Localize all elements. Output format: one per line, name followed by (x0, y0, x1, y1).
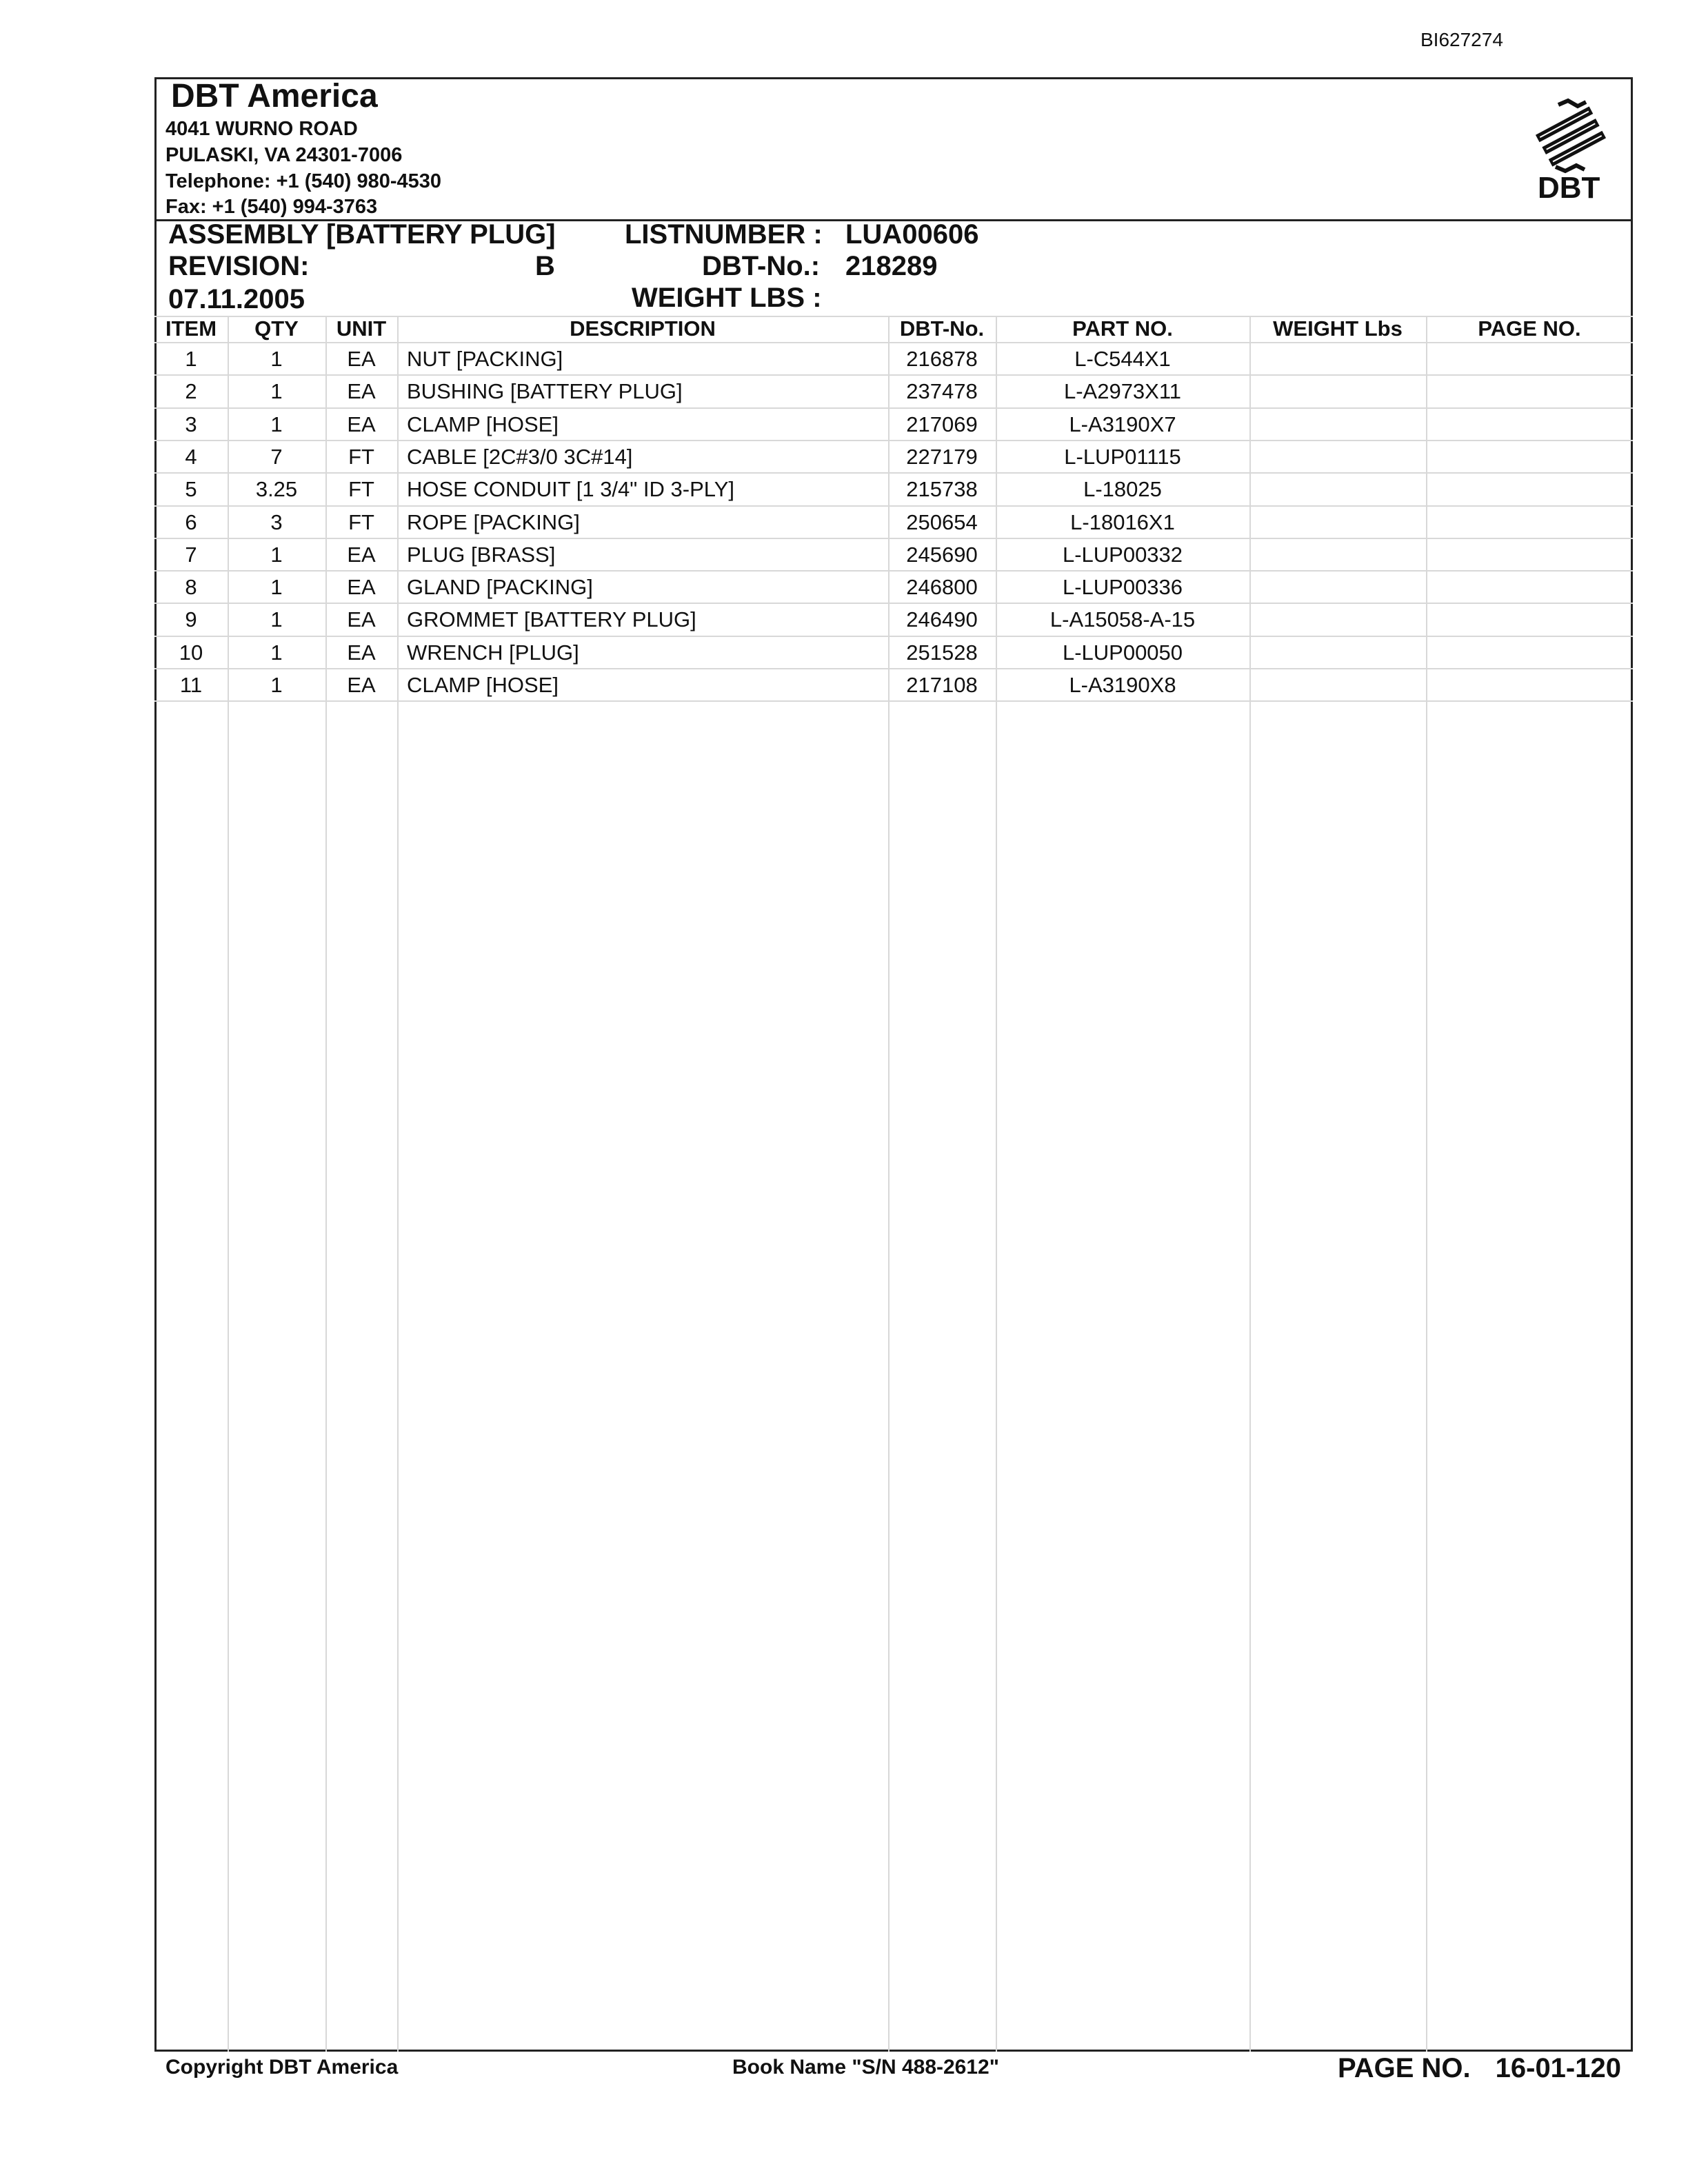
cell-part-no: L-A3190X7 (1069, 412, 1176, 436)
cell-page (1426, 343, 1633, 375)
address-street: 4041 WURNO ROAD (165, 118, 358, 140)
cell-description: GLAND [PACKING] (407, 575, 593, 600)
cell-page (1426, 408, 1633, 441)
cell-description: GROMMET [BATTERY PLUG] (407, 607, 696, 632)
cell-qty: 1 (270, 640, 283, 665)
cell-qty: 1 (270, 673, 283, 697)
table-row (154, 669, 1633, 701)
cell-part-no: L-A2973X11 (1063, 379, 1182, 404)
book-name: Book Name "S/N 488-2612" (732, 2056, 999, 2079)
column-header-item: ITEM (165, 316, 217, 341)
cell-unit: EA (347, 542, 376, 567)
cell-item: 4 (185, 444, 197, 469)
cell-description: PLUG [BRASS] (407, 542, 556, 567)
table-row (154, 506, 1633, 538)
cell-item: 11 (179, 673, 203, 697)
cell-weight (1249, 441, 1426, 473)
cell-page (1426, 441, 1633, 473)
logo-text: DBT (1538, 171, 1600, 205)
cell-part-no: L-18016X1 (1070, 509, 1175, 534)
cell-unit: EA (347, 347, 376, 371)
telephone: Telephone: +1 (540) 980-4530 (165, 170, 442, 192)
table-row (154, 473, 1633, 505)
column-header-part-no: PART NO. (1072, 316, 1173, 341)
cell-qty: 3 (270, 509, 283, 534)
cell-description: BUSHING [BATTERY PLUG] (407, 379, 683, 404)
cell-weight (1249, 603, 1426, 636)
cell-item: 6 (185, 509, 197, 534)
column-header-qty: QTY (254, 316, 299, 341)
cell-unit: EA (347, 412, 376, 436)
cell-page (1426, 538, 1633, 571)
document-id: BI627274 (1420, 29, 1503, 50)
cell-dbt-no: 246800 (906, 575, 978, 600)
listnumber-label: LISTNUMBER : (625, 219, 823, 250)
table-row (154, 538, 1633, 571)
page-value: 16-01-120 (1495, 2053, 1621, 2083)
cell-weight (1249, 538, 1426, 571)
cell-item: 10 (179, 640, 203, 665)
cell-description: CLAMP [HOSE] (407, 412, 559, 436)
cell-qty: 3.25 (255, 477, 298, 502)
cell-qty: 1 (270, 412, 283, 436)
cell-page (1426, 571, 1633, 603)
cell-unit: FT (348, 509, 374, 534)
cell-description: HOSE CONDUIT [1 3/4" ID 3-PLY] (407, 477, 734, 502)
cell-unit: FT (348, 444, 374, 469)
cell-weight (1249, 473, 1426, 505)
cell-weight (1249, 506, 1426, 538)
cell-dbt-no: 216878 (906, 347, 978, 371)
cell-qty: 1 (270, 347, 283, 371)
cell-part-no: L-LUP00336 (1062, 575, 1183, 600)
cell-page (1426, 603, 1633, 636)
cell-qty: 1 (270, 607, 283, 632)
copyright: Copyright DBT America (165, 2056, 399, 2079)
cell-description: ROPE [PACKING] (407, 509, 580, 534)
dbt-no-label: DBT-No.: (702, 251, 821, 281)
column-header-page: PAGE NO. (1478, 316, 1581, 341)
cell-dbt-no: 227179 (906, 444, 978, 469)
column-header-description: DESCRIPTION (570, 316, 716, 341)
cell-part-no: L-LUP01115 (1064, 444, 1181, 469)
table-row (154, 408, 1633, 441)
cell-dbt-no: 250654 (906, 509, 978, 534)
cell-weight (1249, 343, 1426, 375)
cell-weight (1249, 636, 1426, 669)
cell-qty: 7 (270, 444, 283, 469)
page-label: PAGE NO. (1338, 2053, 1471, 2083)
cell-part-no: L-C544X1 (1074, 347, 1171, 371)
column-header-unit: UNIT (336, 316, 387, 341)
cell-weight (1249, 375, 1426, 407)
table-row (154, 636, 1633, 669)
table-row (154, 603, 1633, 636)
cell-qty: 1 (270, 379, 283, 404)
cell-dbt-no: 215738 (906, 477, 978, 502)
cell-dbt-no: 245690 (906, 542, 978, 567)
cell-dbt-no: 237478 (906, 379, 978, 404)
cell-page (1426, 375, 1633, 407)
cell-dbt-no: 246490 (906, 607, 978, 632)
table-row (154, 375, 1633, 407)
column-header-dbt-no: DBT-No. (899, 316, 985, 341)
cell-page (1426, 636, 1633, 669)
cell-unit: EA (347, 379, 376, 404)
table-row (154, 441, 1633, 473)
cell-part-no: L-LUP00050 (1062, 640, 1183, 665)
listnumber-value: LUA00606 (845, 219, 979, 250)
page-number (1338, 2053, 1621, 2084)
column-header-weight: WEIGHT Lbs (1273, 316, 1403, 341)
cell-item: 2 (185, 379, 197, 404)
cell-item: 9 (185, 607, 197, 632)
weight-label: WEIGHT LBS : (632, 283, 822, 313)
cell-page (1426, 669, 1633, 701)
cell-qty: 1 (270, 542, 283, 567)
cell-item: 3 (185, 412, 197, 436)
cell-unit: EA (347, 575, 376, 600)
cell-item: 8 (185, 575, 197, 600)
cell-weight (1249, 669, 1426, 701)
company-name: DBT America (171, 78, 378, 114)
cell-dbt-no: 251528 (906, 640, 978, 665)
cell-item: 5 (185, 477, 197, 502)
cell-item: 1 (185, 347, 197, 371)
cell-dbt-no: 217108 (906, 673, 978, 697)
cell-qty: 1 (270, 575, 283, 600)
assembly-date: 07.11.2005 (168, 284, 305, 314)
assembly-title: ASSEMBLY [BATTERY PLUG] (168, 219, 556, 250)
cell-part-no: L-A3190X8 (1069, 673, 1176, 697)
cell-part-no: L-A15058-A-15 (1049, 607, 1196, 632)
cell-page (1426, 506, 1633, 538)
address-city: PULASKI, VA 24301-7006 (165, 144, 403, 166)
cell-unit: EA (347, 640, 376, 665)
revision-value: B (535, 251, 555, 281)
cell-part-no: L-18025 (1083, 477, 1162, 502)
cell-description: CABLE [2C#3/0 3C#14] (407, 444, 633, 469)
cell-dbt-no: 217069 (906, 412, 978, 436)
cell-description: WRENCH [PLUG] (407, 640, 579, 665)
cell-item: 7 (185, 542, 197, 567)
revision-label: REVISION: (168, 251, 310, 281)
cell-description: NUT [PACKING] (407, 347, 563, 371)
table-row (154, 343, 1633, 375)
fax: Fax: +1 (540) 994-3763 (165, 196, 378, 218)
cell-weight (1249, 408, 1426, 441)
cell-unit: EA (347, 607, 376, 632)
table-row (154, 571, 1633, 603)
cell-weight (1249, 571, 1426, 603)
cell-unit: FT (348, 477, 374, 502)
cell-description: CLAMP [HOSE] (407, 673, 559, 697)
cell-unit: EA (347, 673, 376, 697)
dbt-no-value: 218289 (845, 251, 938, 281)
cell-page (1426, 473, 1633, 505)
cell-part-no: L-LUP00332 (1062, 542, 1183, 567)
